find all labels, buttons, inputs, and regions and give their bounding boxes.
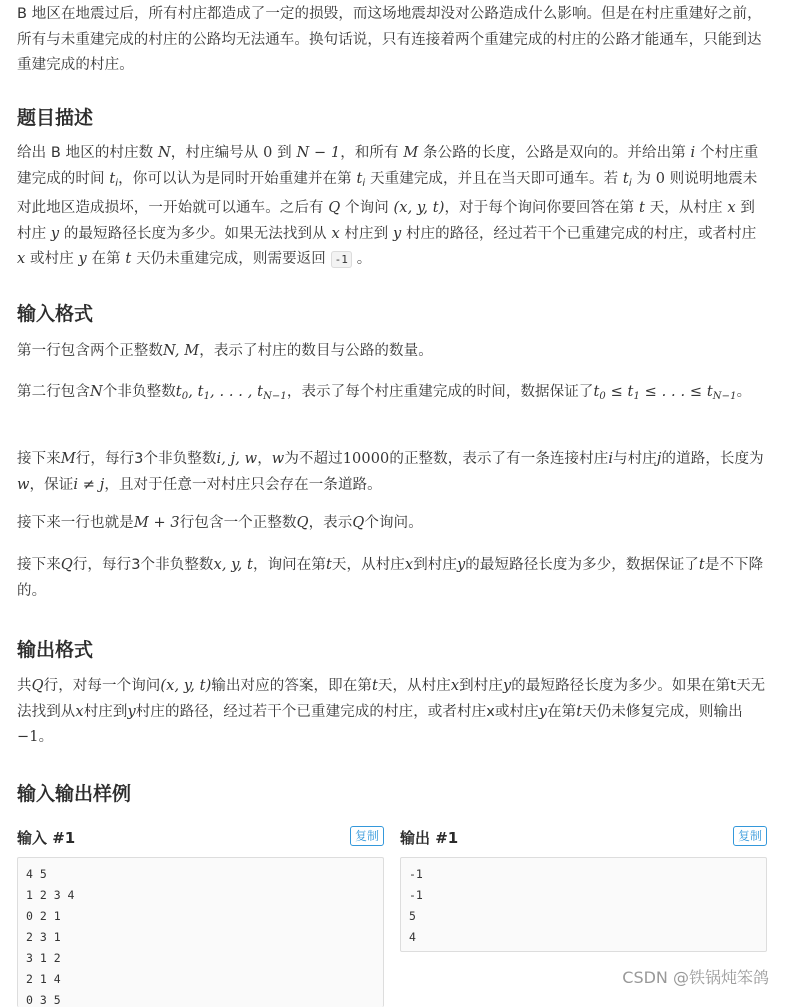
input-line-4: 接下来一行也就是M + 3行包含一个正整数Q，表示Q个询问。	[17, 515, 423, 531]
description-text: 给出 B 地区的村庄数 N，村庄编号从 0 到 N − 1，和所有 M 条公路的长度，公路是双向的。并给出第 i 个村庄重建完成的时间 $t_i$，你可以认为是同时开始重建并在第 $t_i$ 天重建完成，并且在当天即可通车。若 $t_i$ 为 0 则说明地震未对此地区造成损坏，一开始就可以通车。之后有 Q 个询问 (x, y, t)，对于每个询问你要回答在第 t 天，从村庄 x 到村庄 y 的最短路径长度为多少。如果无法找到从 x 村庄到 y 村庄的路径，经过若干个已重建完成的村庄，或者村庄 x 或村庄 y 在第 t 天仍未重建完成，则需要返回 -1 。	[17, 145, 759, 267]
input-line-2: 第二行包含N个非负整数$t_0$, $t_1$, . . . , $t_{N-1}$，表示了每个村庄重建完成的时间，数据保证了$t_0 \le t_1$ ≤ . . . ≤ $t_{N-1}$。	[17, 384, 752, 402]
code-line: 0 2 1	[26, 909, 61, 923]
input-format-heading: 输入格式	[17, 303, 94, 325]
code-line: 2 3 1	[26, 930, 61, 944]
input-line-1: 第一行包含两个正整数N, M，表示了村庄的数目与公路的数量。	[17, 343, 433, 359]
sample-output-box	[400, 857, 767, 952]
code-line: 3 1 2	[26, 951, 61, 965]
code-line: 4	[409, 930, 416, 944]
sample-input-box	[17, 857, 384, 1007]
intro-paragraph	[17, 2, 769, 79]
description-heading: 题目描述	[17, 107, 94, 129]
input-line-3: 接下来M行，每行3个非负整数i, j, w，w为不超过10000的正整数，表示了有一条连接村庄i与村庄j的道路，长度为w，保证i ≠ j，且对于任意一对村庄只会存在一条道路。	[17, 451, 764, 493]
intro-text: B 地区在地震过后，所有村庄都造成了一定的损毁，而这场地震却没对公路造成什么影响。但是在村庄重建好之前，所有与未重建完成的村庄的公路均无法通车。换句话说，只有连接着两个重建完成的村庄的公路才能通车，只能到达重建完成的村庄。	[17, 6, 762, 73]
output-format-heading: 输出格式	[17, 639, 94, 661]
input-line-5: 接下来Q行，每行3个非负整数x, y, t，询问在第t天，从村庄x到村庄y的最短路径长度为多少，数据保证了t是不下降的。	[17, 557, 764, 599]
sample-output-panel	[400, 826, 767, 952]
output-paragraph: 共Q行，对每一个询问(x, y, t)输出对应的答案，即在第t天，从村庄x到村庄y的最短路径长度为多少。如果在第t天无法找到从x村庄到y村庄的路径，经过若干个已重建完成的村庄，或者村庄x或村庄y在第t天仍未修复完成，则输出−1。	[17, 678, 766, 745]
code-line: -1	[409, 867, 423, 881]
copy-input-button[interactable]: 复制	[350, 826, 384, 846]
sample-output-title: 输出 #1	[400, 829, 459, 847]
code-line: 5	[409, 909, 416, 923]
description-paragraph	[17, 141, 769, 273]
samples-heading: 输入输出样例	[17, 783, 132, 805]
code-line: -1	[409, 888, 423, 902]
code-line: 2 1 4	[26, 972, 61, 986]
copy-output-button[interactable]: 复制	[733, 826, 767, 846]
csdn-watermark: CSDN @铁锅炖笨鸽	[622, 968, 769, 987]
code-line: 4 5	[26, 867, 47, 881]
code-line: 0 3 5	[26, 993, 61, 1007]
sample-input-title: 输入 #1	[17, 829, 76, 847]
return-code: -1	[331, 251, 352, 268]
sample-input-panel	[17, 826, 384, 1007]
code-line: 1 2 3 4	[26, 888, 75, 902]
